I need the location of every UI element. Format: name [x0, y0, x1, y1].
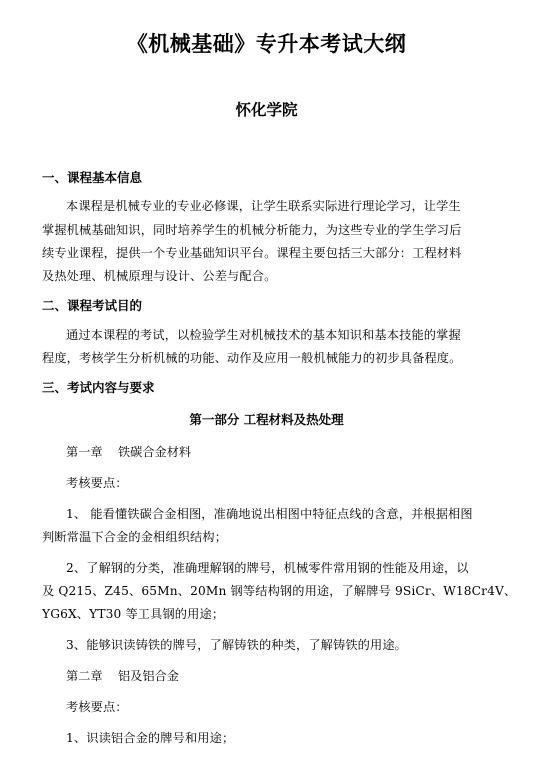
paragraph-line: 及热处理、机械原理与设计、公差与配合。: [42, 269, 277, 283]
list-item-line: 1、 能看懂铁碳合金相图，准确地说出相图中特征点线的含意，并根据相图: [66, 507, 473, 521]
list-item-line: 及 Q215、Z45、65Mn、20Mn 钢等结构钢的用途，了解牌号 9SiCr、W18Cr4V、: [42, 584, 517, 598]
chapter-name: 铁碳合金材料: [118, 445, 192, 459]
points-label: 考核要点：: [66, 476, 128, 490]
chapter-name: 铝及铝合金: [118, 669, 179, 683]
list-item-line: 1、识读铝合金的牌号和用途；: [66, 731, 235, 745]
paragraph-line: 程度，考核学生分析机械的功能、动作及应用一般机械能力的初步具备程度。: [42, 351, 462, 365]
section-heading-exam-purpose: 二、课程考试目的: [42, 298, 143, 313]
section-heading-course-info: 一、课程基本信息: [42, 170, 143, 185]
points-label: 考核要点：: [66, 700, 128, 714]
list-item-line: 3、能够识读铸铁的牌号，了解铸铁的种类，了解铸铁的用途。: [66, 638, 408, 652]
section-heading-exam-content: 三、考试内容与要求: [42, 380, 155, 395]
paragraph-line: 本课程是机械专业的专业必修课，让学生联系实际进行理论学习，让学生: [66, 199, 461, 213]
list-item-line: 判断常温下合金的金相组织结构；: [42, 530, 228, 544]
list-item-line: 2、了解钢的分类，准确理解钢的牌号，机械零件常用钢的性能及用途，以: [66, 561, 469, 575]
paragraph-line: 续专业课程，提供一个专业基础知识平台。课程主要包括三大部分：工程材料: [42, 246, 462, 260]
list-item-line: YG6X、YT30 等工具钢的用途；: [42, 607, 225, 621]
paragraph-line: 掌握机械基础知识，同时培养学生的机械分析能力，为这些专业的学生学习后: [42, 223, 462, 237]
chapter-number: 第一章: [66, 445, 103, 459]
document-title: 《机械基础》专升本考试大纲: [126, 32, 407, 56]
paragraph-line: 通过本课程的考试，以检验学生对机械技术的基本知识和基本技能的掌握: [66, 328, 461, 342]
school-name: 怀化学院: [235, 101, 298, 119]
chapter-number: 第二章: [66, 669, 103, 683]
part-title: 第一部分 工程材料及热处理: [189, 412, 344, 427]
